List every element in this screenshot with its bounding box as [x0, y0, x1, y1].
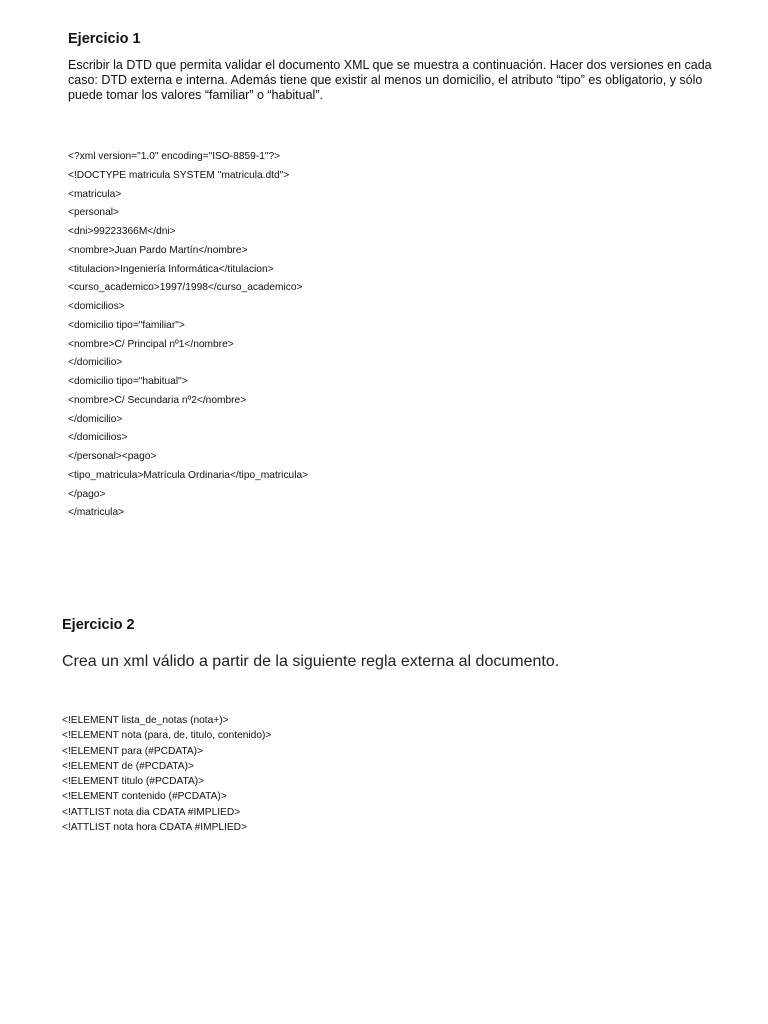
ejercicio-2-dtd-code: [62, 713, 271, 835]
code-line: </pago>: [68, 488, 106, 500]
code-line: <domicilio tipo="familiar">: [68, 319, 185, 331]
ejercicio-1-xml-code: [68, 148, 308, 523]
code-line: <!ELEMENT lista_de_notas (nota+)>: [62, 715, 229, 726]
code-line: <nombre>Juan Pardo Martín</nombre>: [68, 244, 248, 256]
code-line: <nombre>C/ Secundaria nº2</nombre>: [68, 394, 247, 406]
code-line: </domicilio>: [68, 413, 123, 425]
ejercicio-1-intro: Escribir la DTD que permita validar el documento XML que se muestra a continuación. Hacer dos versiones en cada caso: DTD externa e interna. Además tiene que existir al menos un domicilio, el atributo “tipo” es obligatorio, y sólo puede tomar los valores “familiar” o “habitual”.: [68, 58, 712, 102]
code-line: <!ATTLIST nota dia CDATA #IMPLIED>: [62, 806, 241, 818]
ejercicio-2-title: Ejercicio 2: [62, 617, 135, 633]
code-line: <tipo_matricula>Matrícula Ordinaria</tipo_matricula>: [68, 469, 309, 481]
code-line: <!ATTLIST nota hora CDATA #IMPLIED>: [62, 821, 247, 833]
code-line: <nombre>C/ Principal nº1</nombre>: [68, 338, 234, 350]
code-line: <!ELEMENT contenido (#PCDATA)>: [62, 791, 227, 803]
ejercicio-1-title: Ejercicio 1: [68, 31, 141, 47]
ejercicio-2-intro: Crea un xml válido a partir de la siguiente regla externa al documento.: [62, 653, 560, 670]
code-line: <curso_academico>1997/1998</curso_academico>: [68, 282, 303, 294]
code-line: <dni>99223366M</dni>: [68, 226, 176, 237]
code-line: <?xml version="1.0" encoding="ISO-8859-1"?>: [68, 151, 281, 162]
code-line: </matricula>: [68, 507, 125, 519]
code-line: <!ELEMENT nota (para, de, titulo, contenido)>: [62, 730, 272, 742]
code-line: <domicilio tipo="habitual">: [68, 376, 188, 387]
code-line: </domicilios>: [68, 432, 128, 444]
code-line: <personal>: [68, 207, 119, 219]
code-line: <titulacion>Ingeniería Informática</titulacion>: [68, 263, 274, 275]
code-line: <!DOCTYPE matricula SYSTEM "matricula.dtd">: [68, 169, 290, 181]
code-line: </domicilio>: [68, 357, 123, 369]
code-line: <!ELEMENT de (#PCDATA)>: [62, 760, 194, 772]
code-line: <!ELEMENT para (#PCDATA)>: [62, 745, 203, 757]
code-line: <matricula>: [68, 188, 122, 200]
code-line: <domicilios>: [68, 301, 125, 312]
code-line: </personal><pago>: [68, 451, 157, 462]
code-line: <!ELEMENT titulo (#PCDATA)>: [62, 776, 205, 787]
